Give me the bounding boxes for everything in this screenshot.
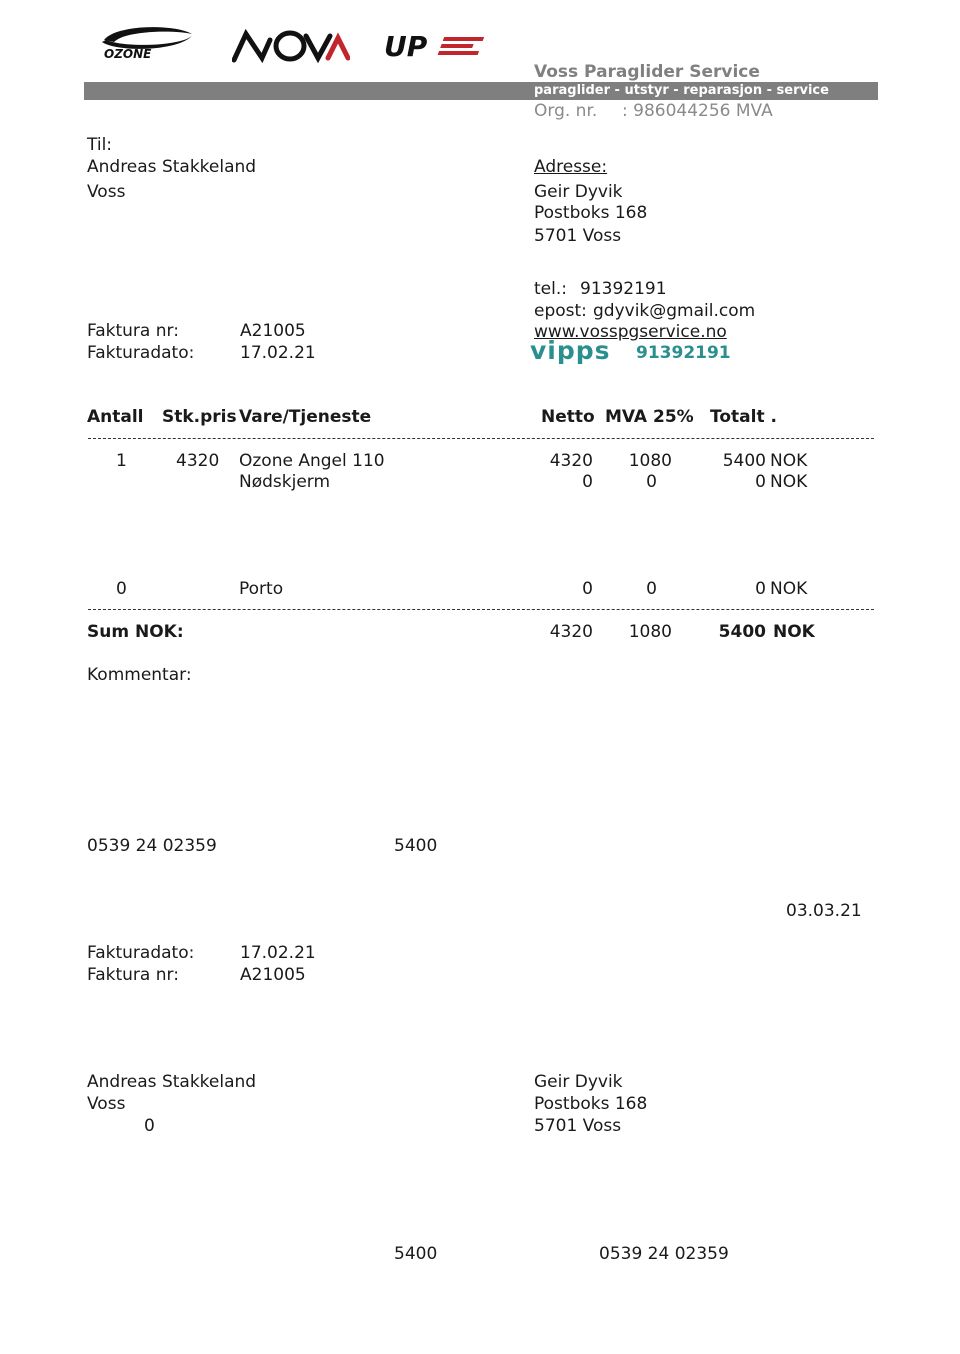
row-net: 4320 xyxy=(549,451,593,471)
col-header-vat: MVA 25% xyxy=(605,407,694,427)
row-qty: 1 xyxy=(116,451,127,471)
row-net: 0 xyxy=(582,579,593,599)
nova-logo xyxy=(232,28,350,64)
row-currency: NOK xyxy=(770,472,808,492)
giro-account: 0539 24 02359 xyxy=(87,836,217,856)
row-vat: 1080 xyxy=(628,451,672,471)
table-divider-bottom xyxy=(88,609,874,610)
vipps-logo: vipps xyxy=(530,336,611,365)
row-total: 0 xyxy=(755,579,766,599)
giro-payee-postal: 5701 Voss xyxy=(534,1116,622,1136)
invoice-number-label: Faktura nr: xyxy=(87,321,179,341)
invoice-number: A21005 xyxy=(240,321,306,341)
vipps-number: 91392191 xyxy=(636,343,731,363)
giro-date-label: Fakturadato: xyxy=(87,943,195,963)
recipient-label: Til: xyxy=(87,135,113,155)
col-header-item: Vare/Tjeneste xyxy=(239,407,372,427)
row-vat: 0 xyxy=(646,579,657,599)
row-item: Porto xyxy=(239,579,284,599)
sender-name: Geir Dyvik xyxy=(534,182,623,202)
giro-payer-extra: 0 xyxy=(144,1116,155,1136)
row-unit-price: 4320 xyxy=(176,451,220,471)
row-vat: 0 xyxy=(646,472,657,492)
giro-number: A21005 xyxy=(240,965,306,985)
col-header-unit-price: Stk.pris xyxy=(162,407,237,427)
svg-text:UP: UP xyxy=(384,32,428,60)
comment-label: Kommentar: xyxy=(87,665,192,685)
sum-total: 5400 xyxy=(718,622,766,642)
giro-number-label: Faktura nr: xyxy=(87,965,179,985)
sender-address-label: Adresse: xyxy=(534,157,608,177)
sender-street: Postboks 168 xyxy=(534,203,648,223)
giro-payer-city: Voss xyxy=(87,1094,126,1114)
sum-currency: NOK xyxy=(773,622,815,642)
row-total: 0 xyxy=(755,472,766,492)
sender-tel-label: tel.: xyxy=(534,279,567,299)
giro-payee-name: Geir Dyvik xyxy=(534,1072,623,1092)
col-header-net: Netto xyxy=(541,407,595,427)
row-currency: NOK xyxy=(770,579,808,599)
row-net: 0 xyxy=(582,472,593,492)
sender-postal: 5701 Voss xyxy=(534,226,622,246)
company-tagline: paraglider - utstyr - reparasjon - service xyxy=(534,83,829,98)
giro-amount: 5400 xyxy=(394,836,438,856)
giro-due-date: 03.03.21 xyxy=(786,901,862,921)
col-header-qty: Antall xyxy=(87,407,144,427)
table-divider-top xyxy=(88,438,874,439)
svg-text:OZONE: OZONE xyxy=(104,47,152,61)
giro-bottom-account: 0539 24 02359 xyxy=(599,1244,729,1264)
col-header-total: Totalt . xyxy=(710,407,777,427)
invoice-date: 17.02.21 xyxy=(240,343,316,363)
invoice-date-label: Fakturadato: xyxy=(87,343,195,363)
row-currency: NOK xyxy=(770,451,808,471)
sender-email-label: epost: xyxy=(534,301,587,321)
ozone-logo xyxy=(96,22,198,62)
sender-email: gdyvik@gmail.com xyxy=(593,301,756,321)
recipient-name: Andreas Stakkeland xyxy=(87,157,257,177)
up-logo xyxy=(382,32,490,60)
sum-vat: 1080 xyxy=(628,622,672,642)
sender-tel: 91392191 xyxy=(580,279,667,299)
org-number: : 986044256 MVA xyxy=(622,101,773,121)
row-item: Nødskjerm xyxy=(239,472,331,492)
sum-label: Sum NOK: xyxy=(87,622,184,642)
giro-payer-name: Andreas Stakkeland xyxy=(87,1072,257,1092)
recipient-city: Voss xyxy=(87,182,126,202)
giro-bottom-amount: 5400 xyxy=(394,1244,438,1264)
company-name: Voss Paraglider Service xyxy=(534,62,760,82)
giro-date: 17.02.21 xyxy=(240,943,316,963)
sender-website-link[interactable]: www.vosspgservice.no xyxy=(534,322,727,342)
org-label: Org. nr. xyxy=(534,101,598,121)
row-qty: 0 xyxy=(116,579,127,599)
row-item: Ozone Angel 110 xyxy=(239,451,385,471)
row-total: 5400 xyxy=(722,451,766,471)
sum-net: 4320 xyxy=(549,622,593,642)
giro-payee-street: Postboks 168 xyxy=(534,1094,648,1114)
